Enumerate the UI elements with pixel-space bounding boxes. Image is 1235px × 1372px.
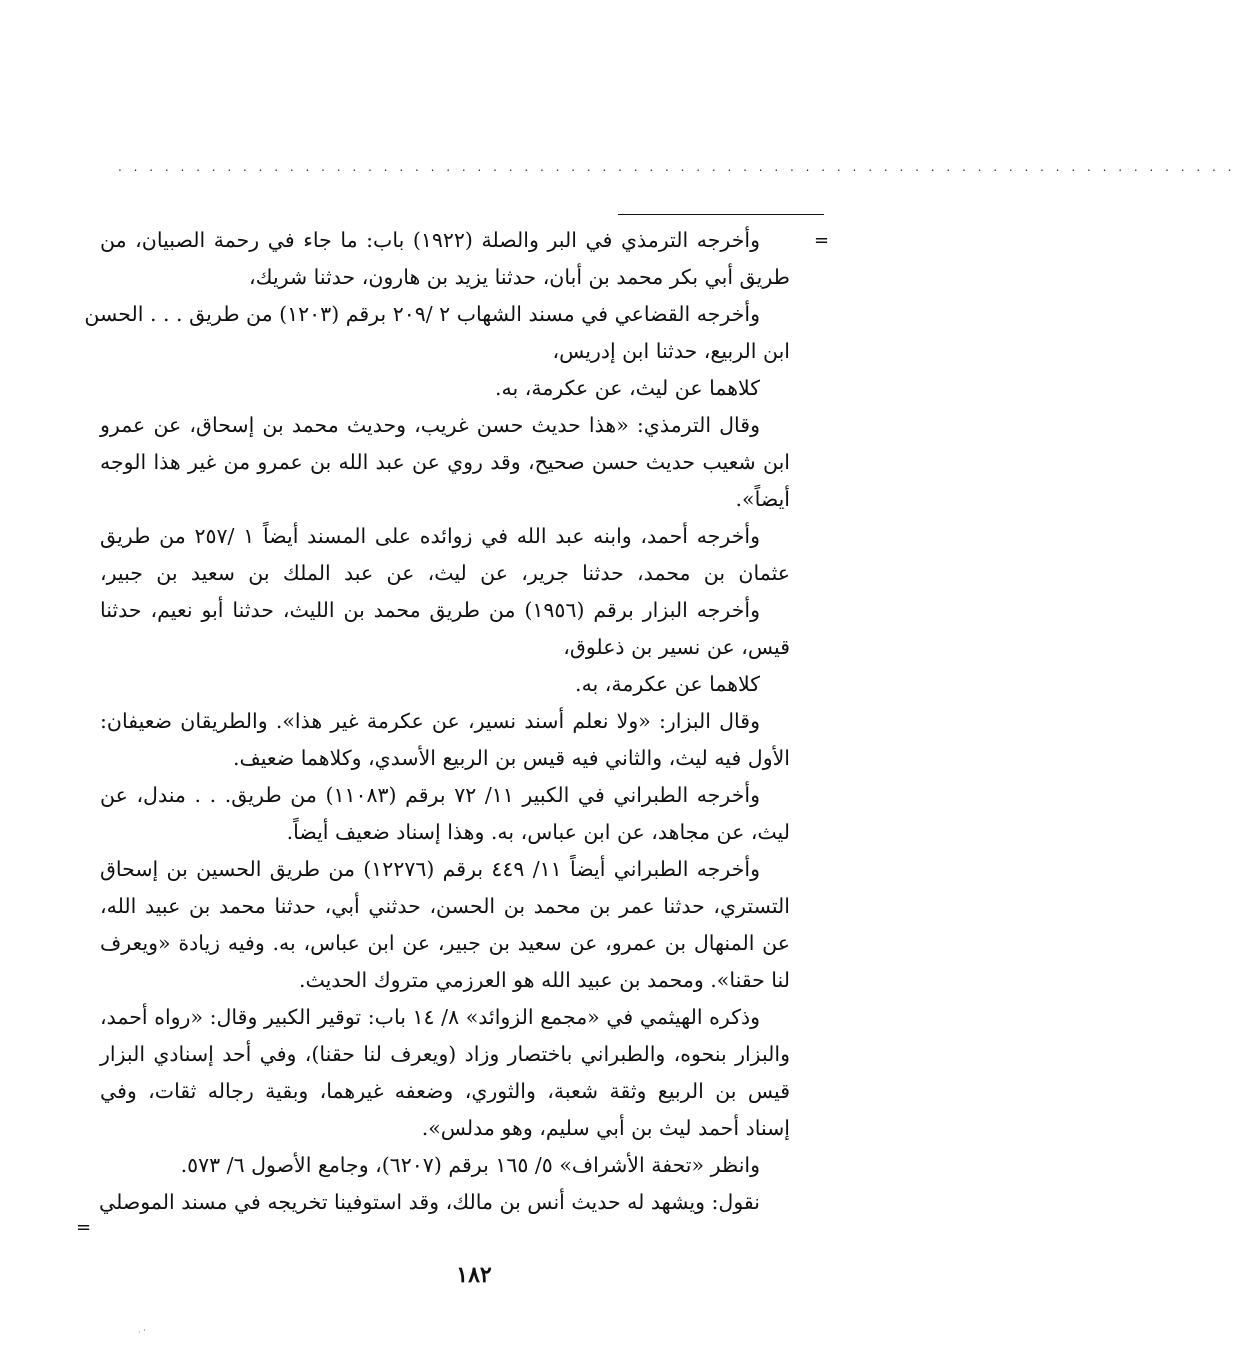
- text-line: وأخرجه القضاعي في مسند الشهاب ٢ /٢٠٩ برقم (١٢٠٣) من طريق . . . الحسن: [84, 302, 760, 326]
- text-line: وذكره الهيثمي في «مجمع الزوائد» ٨/ ١٤ باب: توقير الكبير وقال: «رواه أحمد،: [100, 1005, 760, 1029]
- text-line: لنا حقنا». ومحمد بن عبيد الله هو العرزمي متروك الحديث.: [298, 968, 790, 992]
- text-line: كلاهما عن عكرمة، به.: [575, 672, 760, 696]
- text-line: ابن شعيب حديث حسن صحيح، وقد روي عن عبد الله بن عمرو من غير هذا الوجه: [100, 450, 790, 474]
- text-line: وأخرجه الترمذي في البر والصلة (١٩٢٢) باب: ما جاء في رحمة الصبيان، من: [100, 228, 760, 252]
- text-line: ليث، عن مجاهد، عن ابن عباس، به. وهذا إسناد ضعيف أيضاً.: [286, 820, 790, 844]
- separator-dots: . . . . . . . . . . . . . . . . . . . . . . . . . . . . . . . . . . . . . . . . . . . . . . . . . . . . . . . . . . . . . . . . . . . . . . . .: [118, 160, 1235, 174]
- text-line: وأخرجه أحمد، وابنه عبد الله في زوائده على المسند أيضاً ١ /٢٥٧ من طريق: [100, 524, 760, 548]
- text-line: وأخرجه البزار برقم (١٩٥٦) من طريق محمد بن الليث، حدثنا أبو نعيم، حدثنا: [100, 598, 760, 622]
- text-line: الأول فيه ليث، والثاني فيه قيس بن الربيع الأسدي، وكلاهما ضعيف.: [232, 746, 790, 770]
- text-line: إسناد أحمد ليث بن أبي سليم، وهو مدلس».: [421, 1116, 790, 1140]
- text-line: عن المنهال بن عمرو، عن سعيد بن جبير، عن ابن عباس، به. وفيه زيادة «ويعرف: [100, 931, 790, 955]
- text-line: ابن الربيع، حدثنا ابن إدريس،: [552, 339, 790, 363]
- text-line: طريق أبي بكر محمد بن أبان، حدثنا يزيد بن هارون، حدثنا شريك،: [249, 265, 790, 289]
- text-line: أيضاً».: [735, 487, 790, 511]
- text-line: نقول: ويشهد له حديث أنس بن مالك، وقد استوفينا تخريجه في مسند الموصلي: [99, 1190, 760, 1214]
- footnote-text: [84, 222, 790, 1221]
- footnote-rule: [618, 214, 824, 215]
- text-line: وأخرجه الطبراني في الكبير ١١/ ٧٢ برقم (١١٠٨٣) من طريق. . . مندل، عن: [100, 783, 760, 807]
- text-line: وأخرجه الطبراني أيضاً ١١/ ٤٤٩ برقم (١٢٢٧٦) من طريق الحسين بن إسحاق: [100, 857, 760, 881]
- text-line: عثمان بن محمد، حدثنا جرير، عن ليث، عن عبد الملك بن سعيد بن جبير،: [100, 561, 790, 585]
- text-line: وقال الترمذي: «هذا حديث حسن غريب، وحديث محمد بن إسحاق، عن عمرو: [100, 413, 760, 437]
- text-line: وانظر «تحفة الأشراف» ٥/ ١٦٥ برقم (٦٢٠٧)، وجامع الأصول ٦/ ٥٧٣.: [180, 1153, 760, 1177]
- scan-speck: · ‘: [138, 1328, 146, 1337]
- text-line: وقال البزار: «ولا نعلم أسند نسير، عن عكرمة غير هذا». والطريقان ضعيفان:: [100, 709, 760, 733]
- text-line: التستري، حدثنا عمر بن محمد بن الحسن، حدثني أبي، حدثنا محمد بن عبيد الله،: [100, 894, 790, 918]
- text-line: قيس، عن نسير بن ذعلوق،: [563, 635, 790, 659]
- continuation-mark-top: =: [814, 230, 830, 251]
- text-line: كلاهما عن ليث، عن عكرمة، به.: [495, 376, 760, 400]
- continuation-mark-bottom: =: [76, 1217, 92, 1238]
- page-number: ١٨٢: [456, 1262, 492, 1288]
- text-line: قيس بن الربيع وثقة شعبة، والثوري، وضعفه غيرهما، وبقية رجاله ثقات، وفي: [100, 1079, 790, 1103]
- text-line: والبزار بنحوه، والطبراني باختصار وزاد (ويعرف لنا حقنا)، وفي أحد إسنادي البزار: [100, 1042, 790, 1066]
